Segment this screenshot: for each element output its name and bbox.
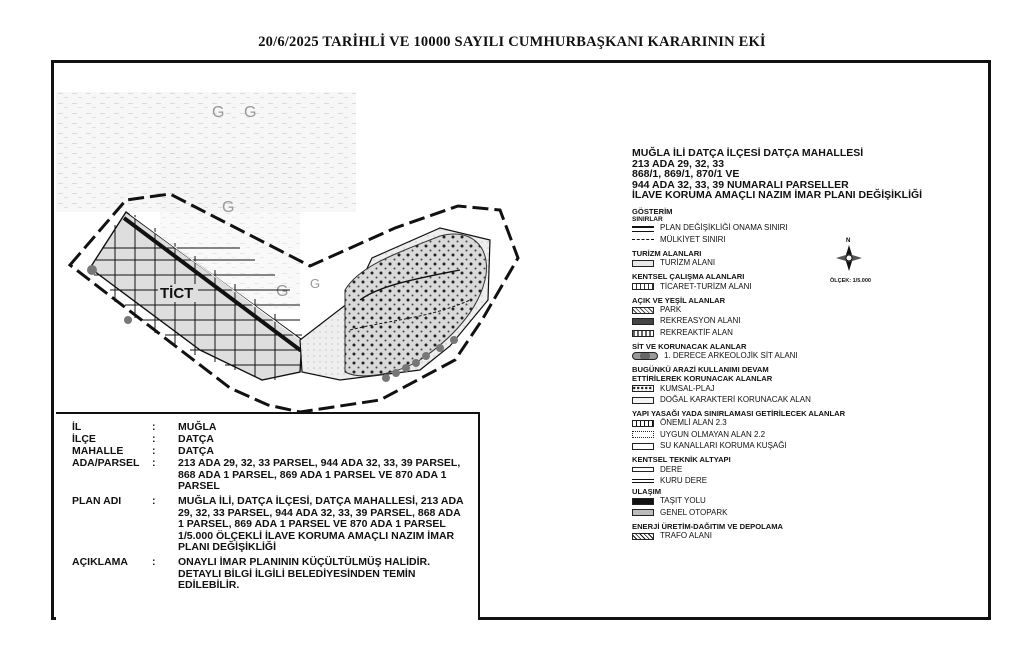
legend-item: 1. DERECE ARKEOLOJİK SİT ALANI [632,351,982,362]
heading-line: 944 ADA 32, 33, 39 NUMARALI PARSELLER [632,178,849,191]
info-colon: : [152,445,156,458]
info-value: ONAYLI İMAR PLANININ KÜÇÜLTÜLMÜŞ HALİDİR. DETAYLI BİLGİ İLGİLİ BELEDİYESİNDEN TEMİN EDİLEBİLİR. [178,556,430,592]
legend-section-title: YAPI YASAĞI YADA SINIRLAMASI GETİRİLECEK ALANLAR [632,408,846,418]
legend-item: TURİZM ALANI [632,258,982,269]
legend-section-title: KENTSEL ÇALIŞMA ALANLARI [632,272,745,282]
info-row [72,557,478,592]
info-key: ADA/PARSEL [72,457,140,470]
legend-item: SU KANALLARI KORUMA KUŞAĞI [632,441,982,452]
legend-item: ÖNEMLİ ALAN 2.3 [632,418,982,429]
legend-item: TAŞIT YOLU [632,496,982,507]
legend-item: DERE [632,464,982,475]
info-row [72,446,478,458]
info-value: DATÇA [178,433,214,446]
heading-line: İLAVE KORUMA AMAÇLI NAZIM İMAR PLANI DEĞİŞİKLİĞİ [632,189,923,202]
legend [632,148,982,542]
heading-line: 868/1, 869/1, 870/1 VE [632,168,740,181]
legend-gosterim: GÖSTERİM [632,206,673,216]
info-row [72,458,478,493]
info-value: MUĞLA [178,421,217,433]
legend-section-title: ENERJİ ÜRETİM-DAĞITIM VE DEPOLAMA [632,521,784,531]
info-row [72,496,478,554]
legend-sinirlar: SINIRLAR [632,215,663,223]
info-colon: : [152,556,156,569]
legend-item: UYGUN OLMAYAN ALAN 2.2 [632,429,982,440]
info-colon: : [152,457,156,470]
legend-section-title: ULAŞIM [632,486,662,496]
legend-item: PLAN DEĞİŞİKLİĞİ ONAMA SINIRI [632,223,982,234]
dogal-karakter-area [345,234,487,376]
info-row [72,434,478,446]
grid-letter: G [222,199,235,216]
info-colon: : [152,433,156,446]
legend-section-title: KENTSEL TEKNİK ALTYAPI [632,455,731,465]
legend-item: MÜLKİYET SINIRI [632,234,982,245]
grid-letter: G [276,283,289,300]
info-key: İL [72,421,82,433]
legend-item: KUMSAL-PLAJ [632,383,982,394]
legend-item: REKREASYON ALANI [632,316,982,327]
legend-item: PARK [632,305,982,316]
grid-letter: G [212,104,225,121]
info-value: DATÇA [178,445,214,458]
info-key: AÇIKLAMA [72,556,128,569]
info-key: PLAN ADI [72,495,122,508]
legend-heading [632,148,982,201]
legend-section-title: BUGÜNKÜ ARAZİ KULLANIMI DEVAM [632,365,769,375]
info-key: MAHALLE [72,445,124,458]
info-colon: : [152,495,156,508]
legend-item: TİCARET-TURİZM ALANI [632,281,982,292]
grid-letter: G [244,104,257,121]
info-row [72,422,478,434]
heading-line: MUĞLA İLİ DATÇA İLÇESİ DATÇA MAHALLESİ [632,147,864,159]
grid-letter: G [310,276,321,291]
legend-item: TRAFO ALANI [632,531,982,542]
scale-label: ÖLÇEK: 1/5.000 [830,278,871,284]
heading-line: 213 ADA 29, 32, 33 [632,157,725,170]
north-label: N [846,238,851,244]
document-title: 20/6/2025 TARİHLİ VE 10000 SAYILI CUMHURBAŞKANI KARARININ EKİ [258,34,766,50]
info-value: MUĞLA İLİ, DATÇA İLÇESİ, DATÇA MAHALLESİ, 213 ADA 29, 32, 33 PARSEL, 944 ADA 32, 33, 39 PARSEL, 868 ADA 1 PARSEL, 869 ADA 1 PARSEL VE 870 ADA 1 PARSEL 1/5.000 ÖLÇEKLİ İLAVE KORUMA AMAÇLI NAZIM İMAR PLANI DEĞİŞİKLİĞİ [178,495,464,554]
legend-section-title: ETTİRİLEREK KORUNACAK ALANLAR [632,374,773,384]
info-key: İLÇE [72,433,96,446]
legend-section-title: SİT VE KORUNACAK ALANLAR [632,341,747,351]
legend-item: KURU DERE [632,475,982,486]
legend-section-title: AÇIK VE YEŞİL ALANLAR [632,295,726,305]
legend-item: GENEL OTOPARK [632,507,982,518]
zone-label: TİCT [160,285,194,302]
plan-info-table [56,412,480,620]
legend-section-title: TURİZM ALANLARI [632,248,702,258]
info-colon: : [152,421,156,433]
legend-item: DOĞAL KARAKTERİ KORUNACAK ALAN [632,394,982,405]
legend-item: REKREAKTİF ALAN [632,327,982,338]
info-value: 213 ADA 29, 32, 33 PARSEL, 944 ADA 32, 33, 39 PARSEL, 868 ADA 1 PARSEL, 869 ADA 1 PARSEL VE 870 ADA 1 PARSEL [178,457,461,493]
